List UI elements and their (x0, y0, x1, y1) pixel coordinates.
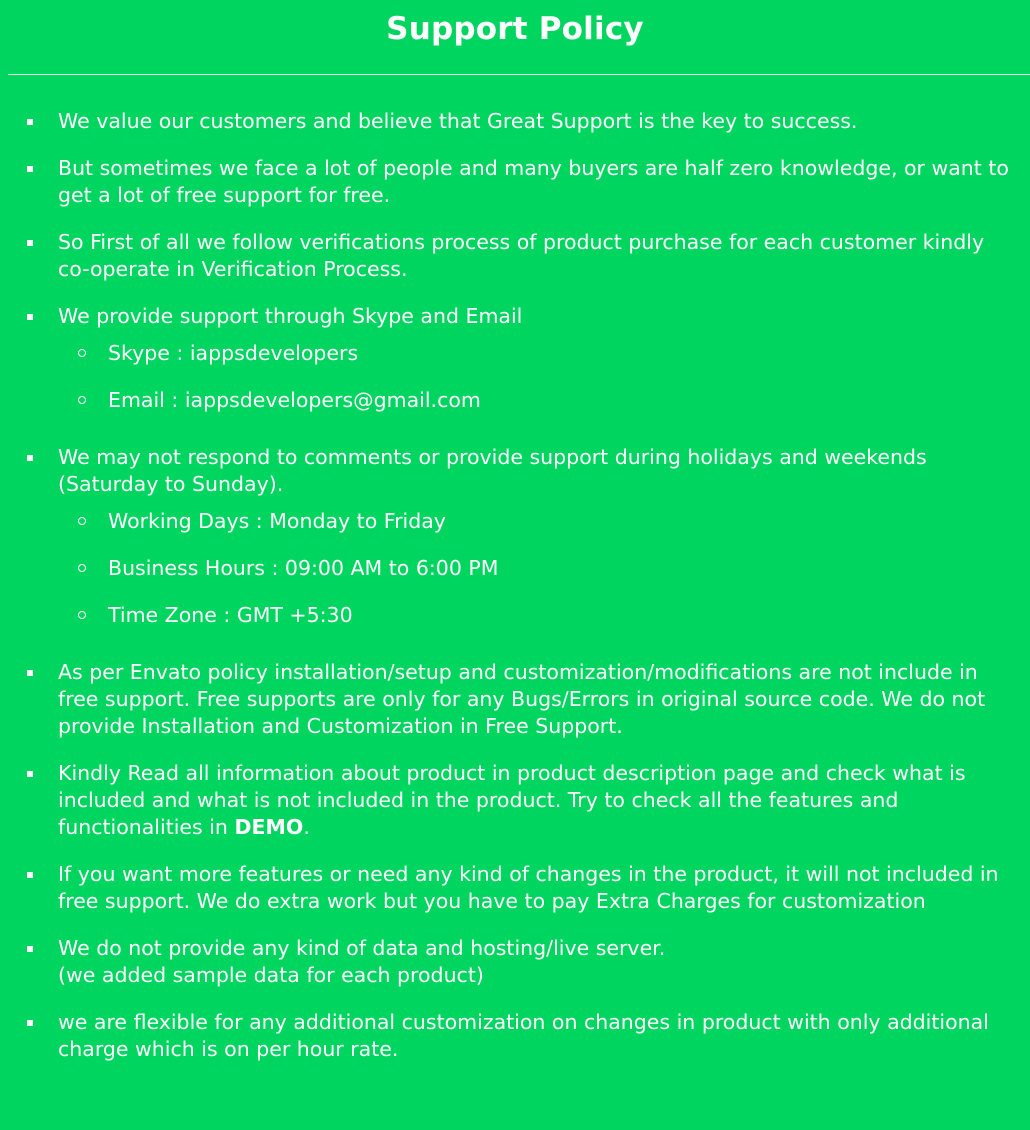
policy-item-text: We provide support through Skype and Email (58, 304, 523, 328)
policy-item-value (58, 108, 1022, 135)
policy-item-text: But sometimes we face a lot of people and many buyers are half zero knowledge, or want to get a lot of free support for free. (58, 156, 1009, 207)
sub-item-text: Time Zone : GMT +5:30 (108, 603, 353, 627)
sub-item-skype (108, 340, 1022, 367)
policy-item-text: If you want more features or need any kind of changes in the product, it will not included in free support. We do extra work but you have to pay Extra Charges for customization (58, 862, 999, 913)
policy-item-hosting (58, 935, 1022, 989)
hours-sub-list (58, 508, 1022, 629)
policy-item-flexible (58, 1009, 1022, 1063)
demo-label: DEMO (234, 815, 304, 839)
policy-item-text: Kindly Read all information about product in product description page and check what is included and what is not included in the product. Try to check all the features and functionalities in (58, 761, 966, 839)
sub-item-text: Skype : iappsdevelopers (108, 341, 359, 365)
sub-item-time-zone (108, 602, 1022, 629)
policy-item-text-end: . (303, 815, 310, 839)
policy-item-features (58, 861, 1022, 915)
title-divider (8, 74, 1030, 75)
sub-item-text: Business Hours : 09:00 AM to 6:00 PM (108, 556, 499, 580)
policy-list (0, 108, 1030, 1083)
policy-item-note: (we added sample data for each product) (58, 963, 484, 987)
sub-item-text: Email : iappsdevelopers@gmail.com (108, 388, 481, 412)
sub-item-working-days (108, 508, 1022, 535)
policy-item-contact (58, 303, 1022, 414)
sub-item-text: Working Days : Monday to Friday (108, 509, 446, 533)
policy-item-text: We may not respond to comments or provide support during holidays and weekends (Saturday to Sunday). (58, 445, 927, 496)
policy-item-text: We value our customers and believe that Great Support is the key to success. (58, 109, 858, 133)
policy-item-text: We do not provide any kind of data and hosting/live server. (58, 936, 666, 960)
policy-item-knowledge (58, 155, 1022, 209)
contact-sub-list (58, 340, 1022, 414)
policy-item-envato (58, 659, 1022, 740)
page-title: Support Policy (386, 11, 644, 47)
policy-item-text: As per Envato policy installation/setup and customization/modifications are not include in free support. Free supports are only for any Bugs/Errors in original source code. We do not provide Installation and Customization in Free Support. (58, 660, 986, 738)
policy-item-holidays (58, 444, 1022, 629)
sub-item-business-hours (108, 555, 1022, 582)
sub-item-email (108, 387, 1022, 414)
policy-item-verification (58, 229, 1022, 283)
policy-item-text: we are flexible for any additional customization on changes in product with only additional charge which is on per hour rate. (58, 1010, 989, 1061)
policy-item-text: So First of all we follow verifications process of product purchase for each customer kindly co-operate in Verification Process. (58, 230, 985, 281)
policy-item-read-info (58, 760, 1022, 841)
